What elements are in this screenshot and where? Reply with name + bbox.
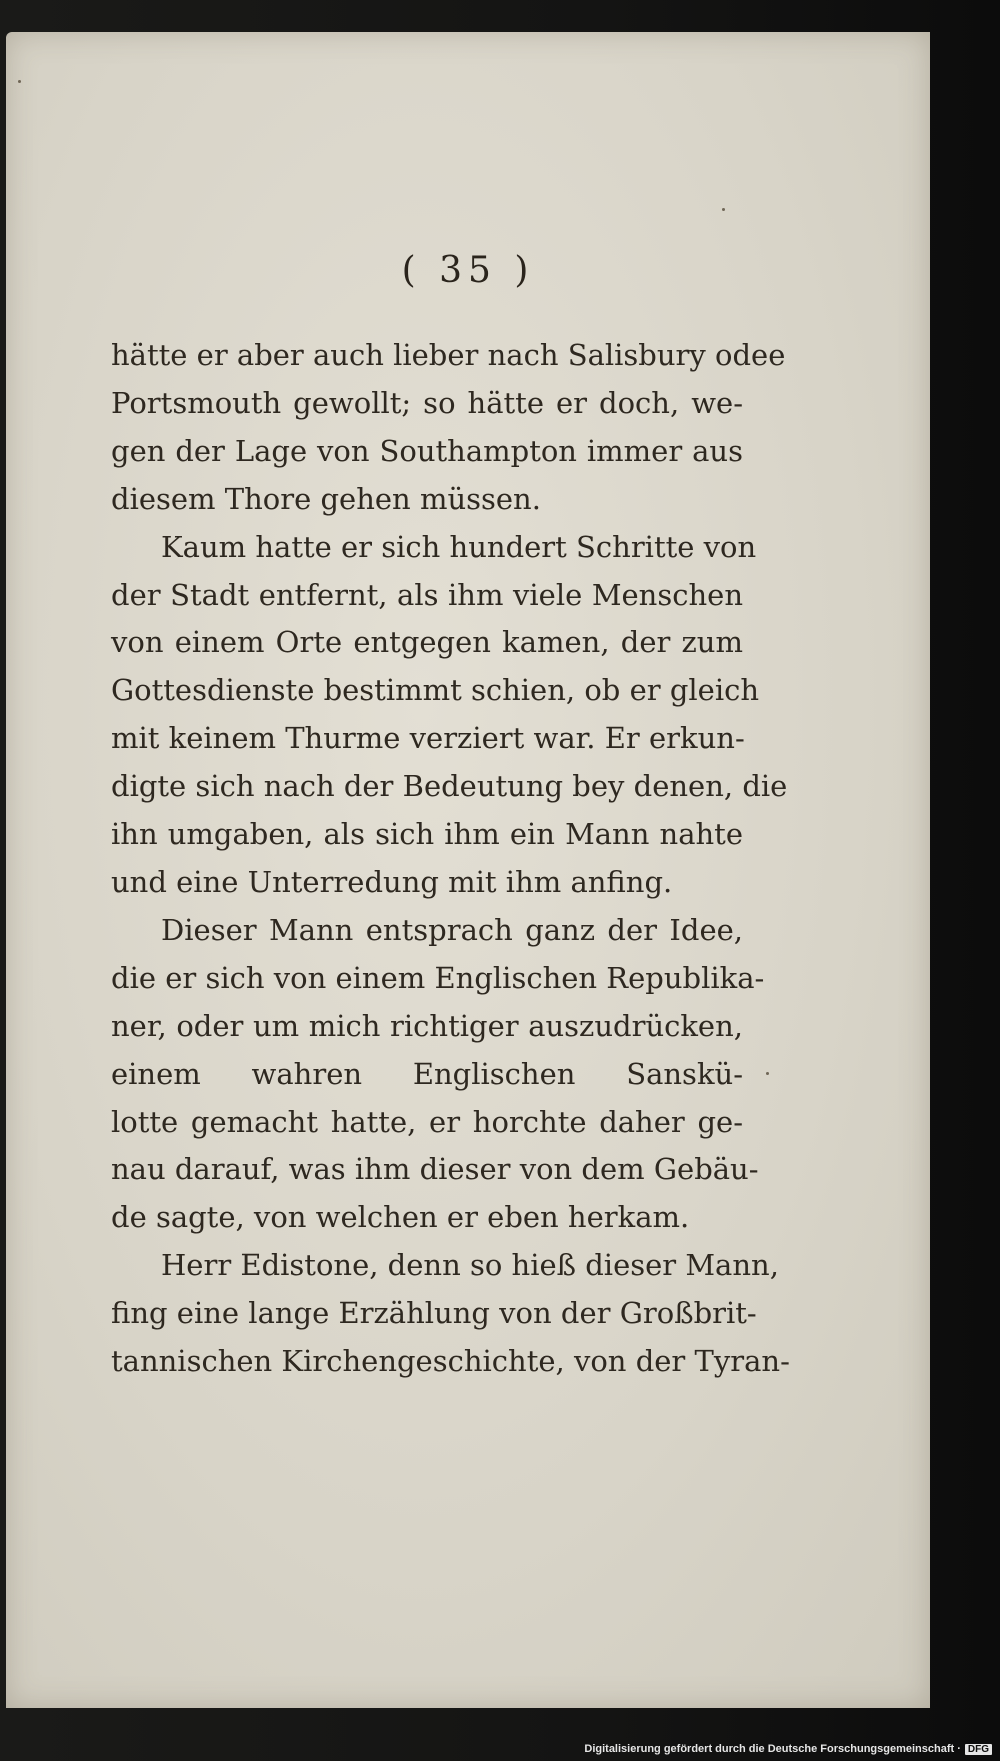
text-line: ner, oder um mich richtiger auszudrücken,: [111, 1008, 743, 1043]
footer-credit: Digitalisierung gefördert durch die Deutsche Forschungsgemeinschaft ·: [584, 1743, 961, 1755]
text-line: ihn umgaben, als sich ihm ein Mann nahte: [111, 817, 743, 852]
text-line: mit keinem Thurme verziert war. Er erkun-: [111, 721, 745, 756]
text-line: Portsmouth gewollt; so hätte er doch, we-: [111, 385, 743, 420]
text-line: diesem Thore gehen müssen.: [111, 481, 541, 516]
text-line: Dieser Mann entsprach ganz der Idee,: [161, 912, 743, 947]
paper-speck: [18, 80, 21, 83]
text-line: und eine Unterredung mit ihm anfing.: [111, 864, 673, 899]
page-number: ( 35 ): [401, 250, 535, 291]
text-line: fing eine lange Erzählung von der Großbrit-: [111, 1296, 757, 1331]
text-line: gen der Lage von Southampton immer aus: [111, 433, 743, 468]
text-line: Gottesdienste bestimmt schien, ob er gleich: [111, 673, 760, 708]
paper-speck: [766, 1072, 769, 1075]
text-line: der Stadt entfernt, als ihm viele Menschen: [111, 577, 743, 612]
text-line: einem wahren Englischen Sanskü-: [111, 1056, 743, 1091]
text-line: die er sich von einem Englischen Republika-: [111, 960, 765, 995]
text-line: digte sich nach der Bedeutung bey denen, die: [111, 769, 788, 804]
body-text: [111, 332, 790, 1386]
text-line: hätte er aber auch lieber nach Salisbury odee: [111, 338, 786, 372]
book-page: [6, 32, 930, 1708]
text-line: lotte gemacht hatte, er horchte daher ge-: [111, 1104, 743, 1139]
text-line: Kaum hatte er sich hundert Schritte von: [161, 529, 757, 564]
text-line: de sagte, von welchen er eben herkam.: [111, 1200, 690, 1235]
text-line: von einem Orte entgegen kamen, der zum: [111, 625, 743, 660]
text-line: nau darauf, was ihm dieser von dem Gebäu-: [111, 1152, 759, 1187]
text-line: Herr Edistone, denn so hieß dieser Mann,: [161, 1248, 779, 1283]
text-line: tannischen Kirchengeschichte, von der Tyran-: [111, 1344, 790, 1379]
dfg-logo: DFG: [965, 1744, 992, 1755]
digitization-footer: [584, 1743, 992, 1755]
paper-speck: [722, 208, 725, 211]
